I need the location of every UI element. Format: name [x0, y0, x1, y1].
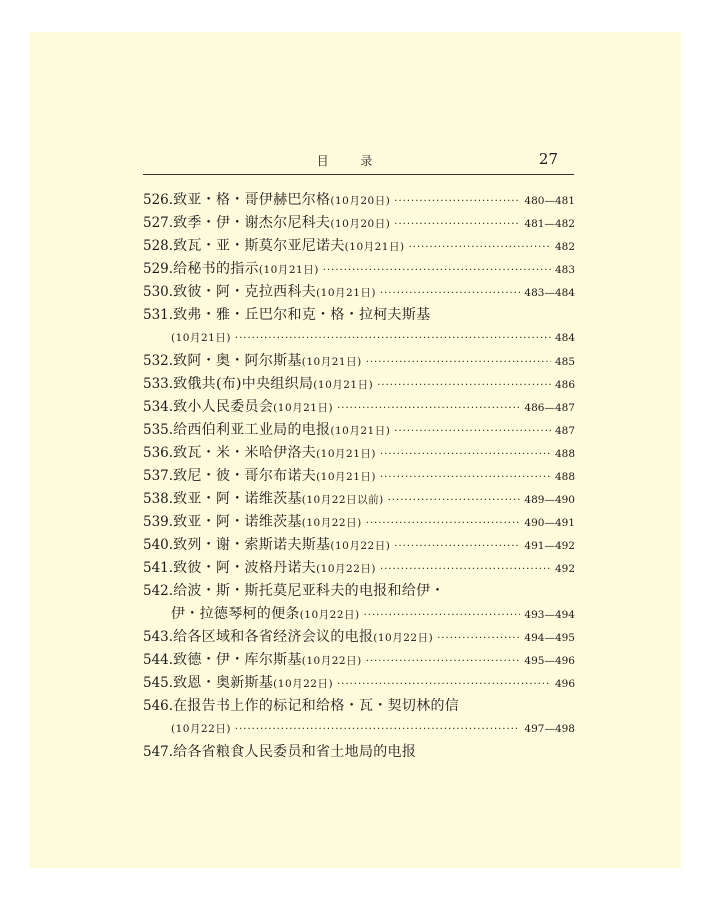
entry-pages: 488: [554, 471, 575, 483]
dot-leader: [235, 327, 551, 350]
toc-entry: [143, 419, 575, 442]
toc-entry: [143, 672, 575, 695]
dot-leader: [394, 213, 520, 236]
toc-line: [143, 189, 575, 212]
toc-entry: [143, 580, 575, 626]
entry-title: 致阿・奥・阿尔斯基: [173, 353, 302, 369]
dot-leader: [366, 650, 521, 673]
toc-entry: [143, 396, 575, 419]
entry-date: (10月21日): [316, 448, 376, 460]
entry-title: 致彼・阿・波格丹诺夫: [173, 560, 317, 576]
dot-leader: [394, 190, 520, 213]
entry-number: 533.: [143, 376, 174, 392]
toc-line: [143, 649, 575, 672]
dot-leader: [380, 558, 551, 581]
dot-leader: [409, 236, 551, 259]
entry-title: 致尼・彼・哥尔布诺夫: [173, 468, 317, 484]
entry-date: (10月21日): [316, 287, 376, 299]
entry-number: 534.: [143, 399, 174, 415]
entry-number: 535.: [143, 422, 174, 438]
entry-number: 537.: [143, 468, 174, 484]
dot-leader: [366, 351, 551, 374]
toc-line: [143, 511, 575, 534]
toc-entry: [143, 534, 575, 557]
entry-title: 致彼・阿・克拉西科夫: [173, 284, 317, 300]
entry-pages: 494—495: [524, 632, 575, 644]
toc-entry: [143, 741, 575, 764]
entry-number: 531.: [143, 307, 174, 323]
entry-pages: 495—496: [524, 655, 575, 667]
entry-date: (10月21日): [344, 241, 405, 253]
entry-date: (10月22日以前): [301, 494, 384, 506]
entry-title: 致小人民委员会: [173, 399, 274, 415]
toc-entry: [143, 488, 575, 511]
entry-title: 致弗・雅・丘巴尔和克・格・拉柯夫斯基: [173, 307, 431, 323]
entry-number: 538.: [143, 491, 174, 507]
entry-pages: 493—494: [524, 609, 575, 621]
entry-number: 540.: [143, 537, 174, 553]
table-of-contents: [143, 189, 575, 764]
entry-title: 在报告书上作的标记和给格・瓦・契切林的信: [173, 698, 460, 714]
entry-title: 致瓦・米・米哈伊洛夫: [173, 445, 317, 461]
toc-line: [143, 672, 575, 695]
toc-line: [143, 580, 575, 603]
toc-line-continued: [143, 718, 575, 741]
dot-leader: [235, 718, 520, 741]
entry-number: 530.: [143, 284, 174, 300]
entry-pages: 489—490: [524, 494, 575, 506]
entry-date: (10月22日): [273, 678, 334, 690]
entry-date: (10月21日): [171, 332, 231, 344]
entry-title: 致亚・阿・诺维茨基: [173, 514, 302, 530]
entry-date: (10月21日): [330, 425, 391, 437]
toc-entry: [143, 373, 575, 396]
entry-title: 给各省粮食人民委员和省土地局的电报: [173, 744, 417, 760]
toc-line: [143, 396, 575, 419]
page-number: 27: [538, 150, 558, 168]
toc-entry: [143, 695, 575, 741]
entry-pages: 486: [554, 379, 575, 391]
toc-entry: [143, 258, 575, 281]
entry-title: 给波・斯・斯托莫尼亚科夫的电报和给伊・: [173, 583, 445, 599]
toc-line: [143, 488, 575, 511]
entry-pages: 496: [554, 678, 575, 690]
toc-entry: [143, 649, 575, 672]
entry-date: (10月21日): [313, 379, 374, 391]
entry-date: (10月22日): [299, 609, 360, 621]
entry-date: (10月22日): [301, 655, 362, 667]
toc-entry: [143, 304, 575, 350]
dot-leader: [366, 512, 521, 535]
toc-line: [143, 465, 575, 488]
entry-title: 给各区域和各省经济会议的电报: [173, 629, 374, 645]
page-title: 目 录: [316, 154, 387, 168]
toc-entry: [143, 626, 575, 649]
toc-line: [143, 304, 575, 327]
entry-pages: 487: [554, 425, 575, 437]
dot-leader: [394, 420, 551, 443]
entry-pages: 486—487: [524, 402, 575, 414]
entry-date: (10月21日): [273, 402, 334, 414]
entry-number: 527.: [143, 215, 174, 231]
entry-date: (10月21日): [316, 471, 376, 483]
entry-number: 546.: [143, 698, 174, 714]
entry-pages: 484: [554, 332, 575, 344]
entry-pages: 485: [554, 356, 575, 368]
entry-pages: 492: [554, 563, 575, 575]
entry-pages: 488: [554, 448, 575, 460]
dot-leader: [380, 443, 551, 466]
entry-number: 529.: [143, 261, 174, 277]
entry-pages: 483—484: [524, 287, 575, 299]
toc-entry: [143, 212, 575, 235]
toc-entry: [143, 350, 575, 373]
toc-line: [143, 557, 575, 580]
toc-line: [143, 258, 575, 281]
entry-date: (10月22日): [301, 517, 362, 529]
toc-line-continued: [143, 327, 575, 350]
entry-date: (10月22日): [316, 563, 376, 575]
entry-title: 致俄共(布)中央组织局: [173, 376, 314, 392]
toc-line: [143, 695, 575, 718]
entry-number: 528.: [143, 238, 174, 254]
dot-leader: [380, 282, 520, 305]
header-rule: [143, 174, 574, 175]
entry-pages: 483: [554, 264, 575, 276]
entry-number: 545.: [143, 675, 174, 691]
entry-date: (10月20日): [330, 218, 391, 230]
entry-date: (10月22日): [373, 632, 434, 644]
entry-number: 541.: [143, 560, 174, 576]
toc-line: [143, 741, 575, 764]
dot-leader: [337, 397, 520, 420]
entry-title: 致季・伊・谢杰尔尼科夫: [173, 215, 331, 231]
toc-line: [143, 626, 575, 649]
entry-date: (10月22日): [171, 723, 231, 735]
entry-number: 532.: [143, 353, 174, 369]
toc-entry: [143, 557, 575, 580]
toc-entry: [143, 235, 575, 258]
toc-line: [143, 212, 575, 235]
dot-leader: [394, 535, 520, 558]
entry-date: (10月21日): [301, 356, 362, 368]
entry-title: 给西伯利亚工业局的电报: [173, 422, 331, 438]
entry-pages: 481—482: [524, 218, 575, 230]
dot-leader: [337, 673, 551, 696]
toc-line: [143, 373, 575, 396]
entry-pages: 482: [554, 241, 575, 253]
entry-number: 542.: [143, 583, 174, 599]
toc-line: [143, 419, 575, 442]
entry-number: 544.: [143, 652, 174, 668]
toc-line-continued: [143, 603, 575, 626]
dot-leader: [380, 466, 551, 489]
entry-title: 致列・谢・索斯诺夫斯基: [173, 537, 331, 553]
entry-title: 给秘书的指示: [173, 261, 259, 277]
entry-date: (10月22日): [330, 540, 391, 552]
entry-date: (10月21日): [258, 264, 319, 276]
entry-number: 536.: [143, 445, 174, 461]
entry-pages: 491—492: [524, 540, 575, 552]
toc-entry: [143, 442, 575, 465]
entry-pages: 497—498: [524, 723, 575, 735]
entry-number: 526.: [143, 192, 174, 208]
entry-pages: 490—491: [524, 517, 575, 529]
toc-line: [143, 534, 575, 557]
toc-entry: [143, 189, 575, 212]
dot-leader: [377, 374, 551, 397]
toc-line: [143, 442, 575, 465]
dot-leader: [323, 259, 551, 282]
toc-line: [143, 281, 575, 304]
entry-number: 543.: [143, 629, 174, 645]
entry-title: 致亚・阿・诺维茨基: [173, 491, 302, 507]
toc-line: [143, 235, 575, 258]
toc-entry: [143, 511, 575, 534]
page-header: [115, 150, 574, 172]
entry-title: 致亚・格・哥伊赫巴尔格: [173, 192, 331, 208]
dot-leader: [388, 489, 521, 512]
entry-number: 547.: [143, 744, 174, 760]
toc-entry: [143, 281, 575, 304]
entry-title-continued: 伊・拉德琴柯的便条: [171, 606, 300, 622]
entry-pages: 480—481: [524, 195, 575, 207]
entry-number: 539.: [143, 514, 174, 530]
toc-entry: [143, 465, 575, 488]
dot-leader: [437, 627, 520, 650]
entry-title: 致瓦・亚・斯莫尔亚尼诺夫: [173, 238, 345, 254]
dot-leader: [364, 604, 521, 627]
entry-title: 致德・伊・库尔斯基: [173, 652, 302, 668]
entry-title: 致恩・奥新斯基: [173, 675, 274, 691]
toc-line: [143, 350, 575, 373]
entry-date: (10月20日): [330, 195, 391, 207]
